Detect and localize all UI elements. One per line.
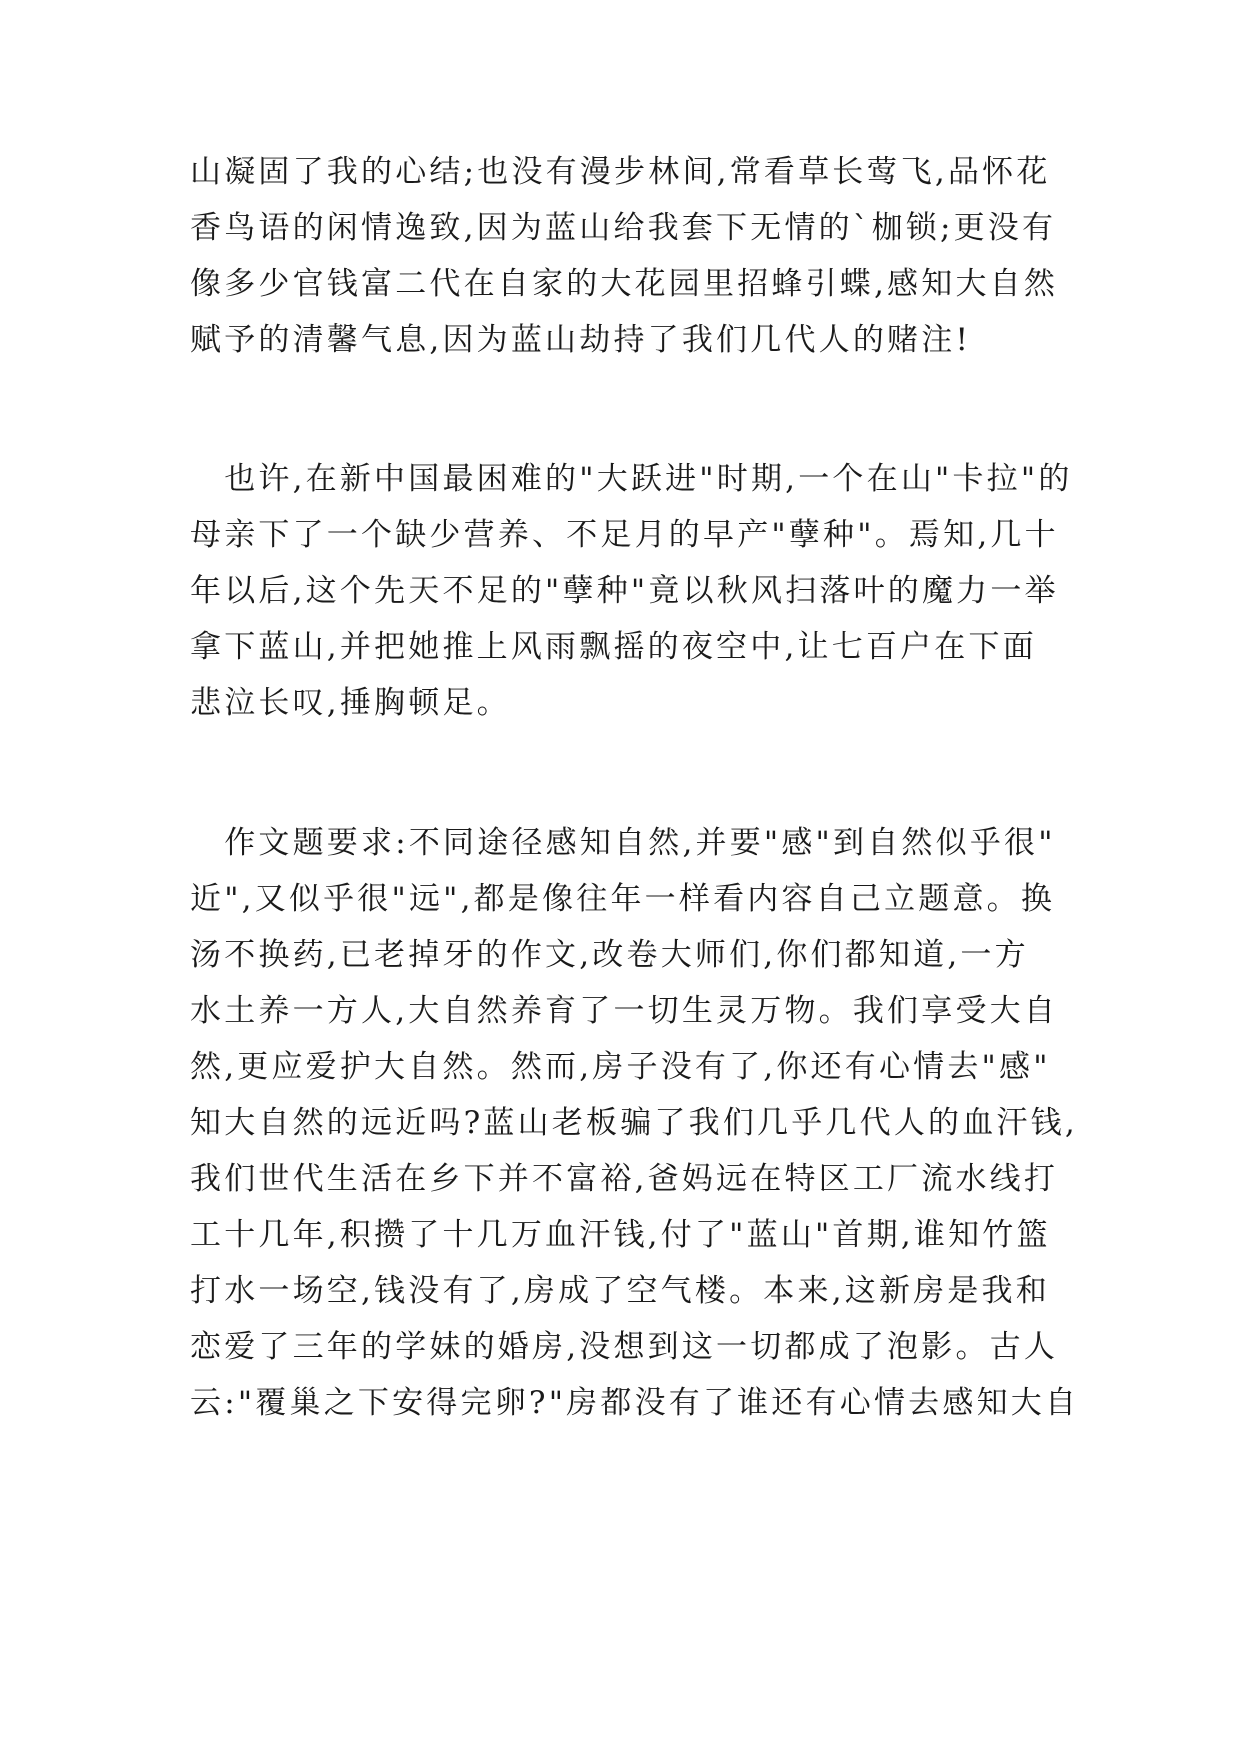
paragraph-3-line-7: 我们世代生活在乡下并不富裕,爸妈远在特区工厂流水线打 [190, 1161, 1059, 1197]
paragraph-2-line-1: 也许,在新中国最困难的"大跃进"时期,一个在山"卡拉"的 [190, 461, 1073, 497]
paragraph-1-line-2: 香鸟语的闲情逸致,因为蓝山给我套下无情的`枷锁;更没有 [190, 210, 1057, 246]
paragraph-2-line-5: 悲泣长叹,捶胸顿足。 [190, 685, 511, 721]
paragraph-1-line-4: 赋予的清馨气息,因为蓝山劫持了我们几代人的赌注! [190, 322, 972, 358]
paragraph-3-line-4: 水土养一方人,大自然养育了一切生灵万物。我们享受大自 [190, 993, 1059, 1029]
paragraph-3-line-3: 汤不换药,已老掉牙的作文,改卷大师们,你们都知道,一方 [190, 937, 1029, 973]
paragraph-2-line-4: 拿下蓝山,并把她推上风雨飘摇的夜空中,让七百户在下面 [190, 629, 1037, 665]
paragraph-3-line-2: 近",又似乎很"远",都是像往年一样看内容自己立题意。换 [190, 881, 1056, 917]
paragraph-3-line-11: 云:"覆巢之下安得完卵?"房都没有了谁还有心情去感知大自 [190, 1385, 1080, 1421]
paragraph-2-line-2: 母亲下了一个缺少营养、不足月的早产"孽种"。焉知,几十 [190, 517, 1059, 553]
paragraph-3-line-10: 恋爱了三年的学妹的婚房,没想到这一切都成了泡影。古人 [190, 1329, 1059, 1365]
paragraph-1-line-3: 像多少官钱富二代在自家的大花园里招蜂引蝶,感知大自然 [190, 266, 1059, 302]
paragraph-3-line-5: 然,更应爱护大自然。然而,房子没有了,你还有心情去"感" [190, 1049, 1051, 1085]
paragraph-3-line-1: 作文题要求:不同途径感知自然,并要"感"到自然似乎很" [190, 825, 1056, 861]
paragraph-1-line-1: 山凝固了我的心结;也没有漫步林间,常看草长莺飞,品怀花 [190, 154, 1051, 190]
paragraph-3-line-9: 打水一场空,钱没有了,房成了空气楼。本来,这新房是我和 [190, 1273, 1050, 1309]
paragraph-3-line-8: 工十几年,积攒了十几万血汗钱,付了"蓝山"首期,谁知竹篮 [190, 1217, 1051, 1253]
paragraph-3-line-6: 知大自然的远近吗?蓝山老板骗了我们几乎几代人的血汗钱, [190, 1105, 1078, 1141]
paragraph-2-line-3: 年以后,这个先天不足的"孽种"竟以秋风扫落叶的魔力一举 [190, 573, 1059, 609]
